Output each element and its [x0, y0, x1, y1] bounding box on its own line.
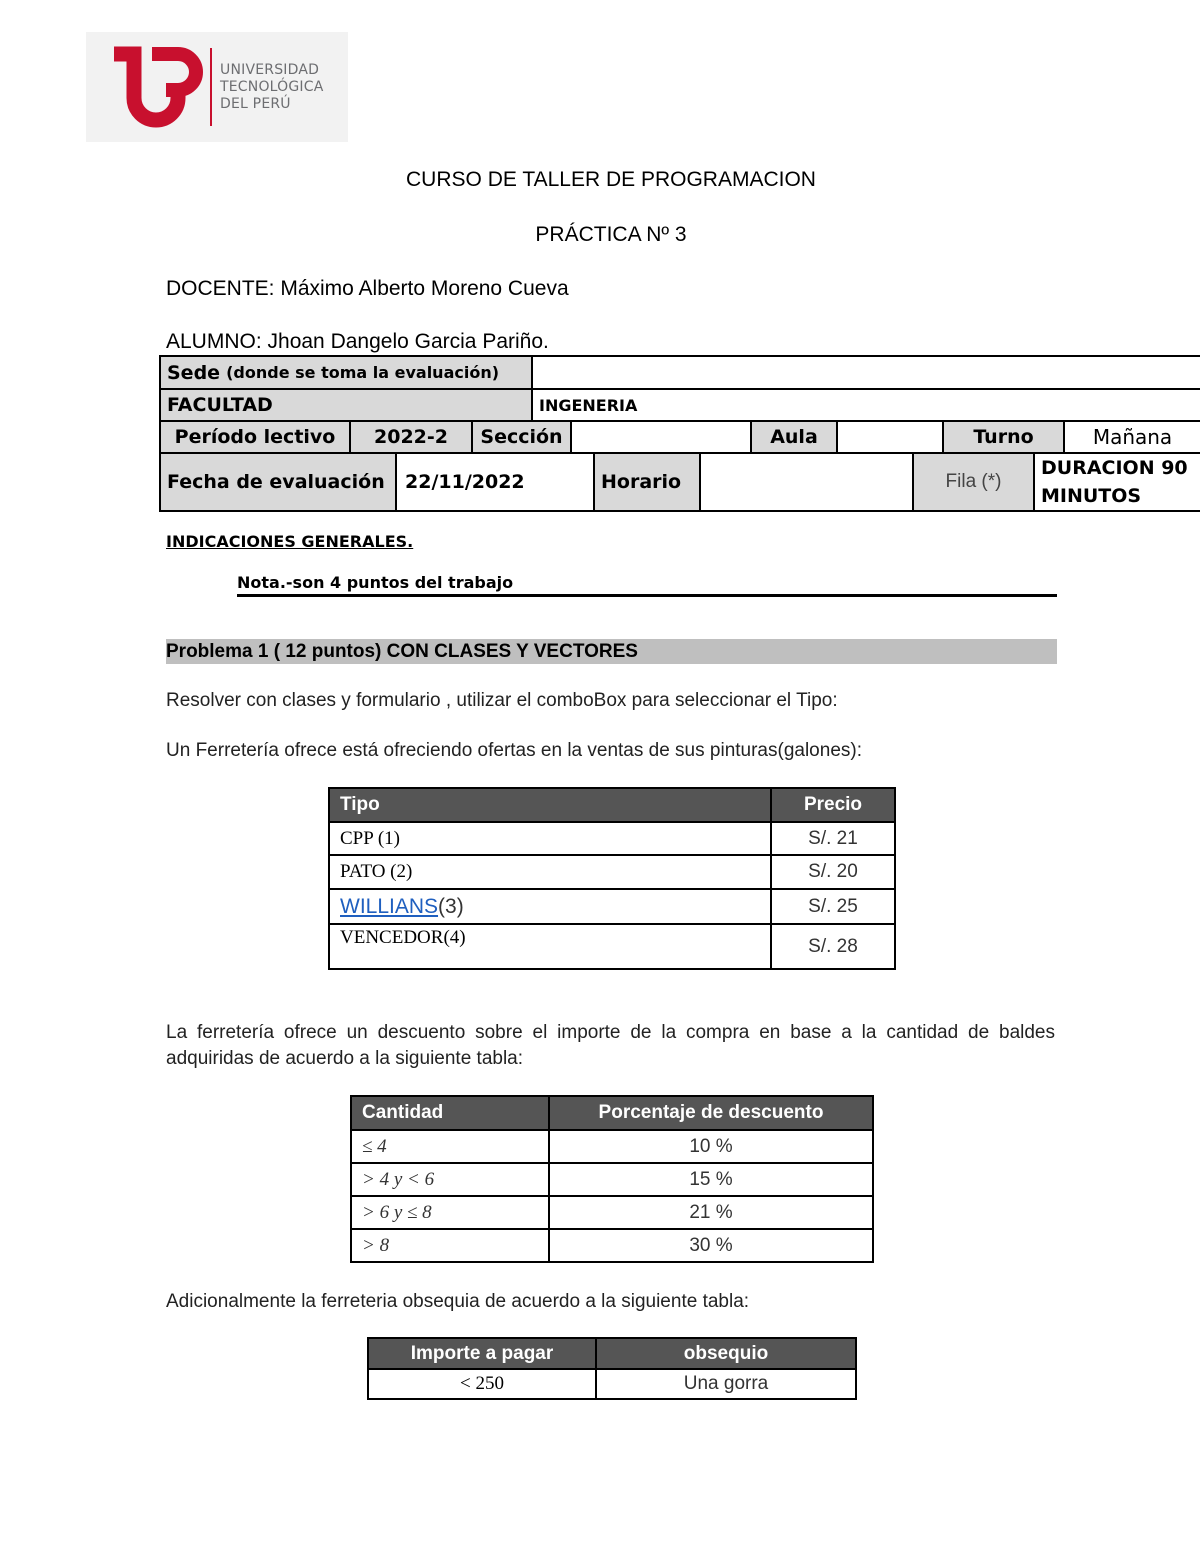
seccion-label: Sección [473, 422, 572, 452]
horario-label: Horario [595, 454, 701, 510]
periodo-value: 2022-2 [351, 422, 473, 452]
teacher-name: DOCENTE: Máximo Alberto Moreno Cueva [166, 277, 569, 300]
tipo-cell: PATO (2) [329, 855, 771, 889]
precio-cell: S/. 28 [771, 924, 895, 969]
problem-title: Problema 1 ( 12 puntos) CON CLASES Y VECTORES [166, 639, 1057, 664]
importe-cell: < 250 [368, 1369, 596, 1399]
nota-text: Nota.-son 4 puntos del trabajo [237, 573, 514, 592]
discount-table [350, 1095, 874, 1263]
horario-value [701, 454, 914, 510]
cantidad-cell: > 8 [351, 1229, 549, 1262]
facultad-row [161, 390, 1200, 422]
course-title: CURSO DE TALLER DE PROGRAMACION [406, 168, 816, 191]
duracion-line-2: MINUTOS [1041, 485, 1142, 507]
seccion-value [572, 422, 752, 452]
sede-value [533, 357, 1200, 388]
logo-line-3: DEL PERÚ [220, 96, 291, 112]
problem-paragraph-4: Adicionalmente la ferreteria obsequia de acuerdo a la siguiente tabla: [166, 1291, 750, 1312]
aula-value [838, 422, 944, 452]
fecha-row [161, 454, 1200, 510]
sede-label: Sede [167, 361, 221, 384]
header-tipo: Tipo [329, 788, 771, 822]
table-row [351, 1163, 873, 1196]
table-row [329, 889, 895, 924]
table-row [368, 1369, 856, 1399]
porcentaje-cell: 21 % [549, 1196, 873, 1229]
header-obsequio: obsequio [596, 1338, 856, 1369]
porcentaje-cell: 10 % [549, 1130, 873, 1163]
periodo-label: Período lectivo [161, 422, 351, 452]
table-row [351, 1196, 873, 1229]
problem-paragraph-1: Resolver con clases y formulario , utilizar el comboBox para seleccionar el Tipo: [166, 690, 838, 711]
gift-table [367, 1337, 857, 1400]
header-cantidad: Cantidad [351, 1096, 549, 1130]
tipo-cell [329, 889, 771, 924]
problem-paragraph-3: La ferretería ofrece un descuento sobre el importe de la compra en base a la cantidad de baldes adquiridas de acuerdo a la siguiente tabla: [166, 1022, 1055, 1069]
table-row [329, 924, 895, 969]
fila-label: Fila (*) [914, 454, 1035, 510]
tipo-cell: VENCEDOR(4) [329, 924, 771, 969]
logo-wordmark [220, 62, 324, 113]
logo-line-1: UNIVERSIDAD [220, 62, 320, 78]
evaluation-info-grid [159, 355, 1200, 512]
turno-label: Turno [944, 422, 1065, 452]
fecha-label: Fecha de evaluación [161, 454, 397, 510]
sede-label-cell [161, 357, 533, 388]
university-logo [86, 32, 348, 142]
cantidad-cell: > 4 y < 6 [351, 1163, 549, 1196]
obsequio-cell: Una gorra [596, 1369, 856, 1399]
periodo-row [161, 422, 1200, 454]
logo-line-2: TECNOLÓGICA [220, 79, 324, 95]
facultad-label: FACULTAD [161, 390, 533, 420]
duracion-cell [1035, 454, 1200, 510]
tipo-cell: CPP (1) [329, 822, 771, 855]
porcentaje-cell: 15 % [549, 1163, 873, 1196]
porcentaje-cell: 30 % [549, 1229, 873, 1262]
willians-link[interactable]: WILLIANS [340, 894, 439, 918]
cantidad-cell: ≤ 4 [351, 1130, 549, 1163]
header-porcentaje: Porcentaje de descuento [549, 1096, 873, 1130]
sede-row [161, 357, 1200, 390]
duracion-line-1: DURACION 90 [1041, 457, 1188, 479]
cantidad-cell: > 6 y ≤ 8 [351, 1196, 549, 1229]
table-row [329, 822, 895, 855]
student-name: ALUMNO: Jhoan Dangelo Garcia Pariño. [166, 330, 549, 353]
aula-label: Aula [752, 422, 838, 452]
price-table [328, 787, 896, 970]
header-precio: Precio [771, 788, 895, 822]
turno-value: Mañana [1092, 425, 1173, 449]
table-row [351, 1130, 873, 1163]
practice-title: PRÁCTICA Nº 3 [535, 223, 687, 246]
discount-table-header [351, 1096, 873, 1130]
facultad-value: INGENERIA [539, 395, 638, 415]
logo-divider [210, 48, 212, 126]
precio-cell: S/. 20 [771, 855, 895, 889]
nota-underline [237, 594, 1057, 597]
problem-paragraph-2: Un Ferretería ofrece está ofreciendo ofertas en la ventas de sus pinturas(galones): [166, 740, 862, 761]
precio-cell: S/. 25 [771, 889, 895, 924]
utp-logo-mark-icon [108, 46, 204, 134]
table-row [329, 855, 895, 889]
indicaciones-title: INDICACIONES GENERALES. [166, 532, 414, 551]
header-importe: Importe a pagar [368, 1338, 596, 1369]
price-table-header [329, 788, 895, 822]
tipo-suffix: (3) [438, 894, 464, 918]
table-row [351, 1229, 873, 1262]
sede-note: (donde se toma la evaluación) [226, 363, 500, 382]
gift-table-header [368, 1338, 856, 1369]
fecha-value: 22/11/2022 [397, 454, 595, 510]
precio-cell: S/. 21 [771, 822, 895, 855]
